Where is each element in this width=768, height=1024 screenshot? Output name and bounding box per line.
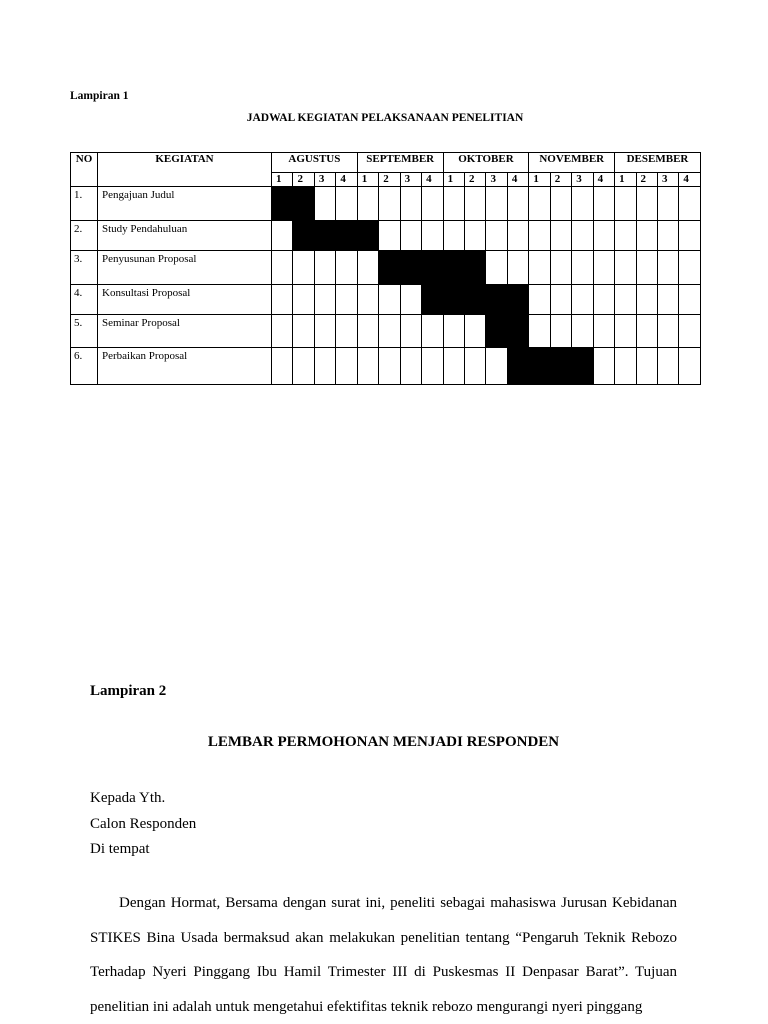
schedule-cell — [550, 315, 571, 348]
month-header: NOVEMBER — [529, 153, 615, 173]
week-header: 4 — [679, 173, 700, 187]
schedule-cell — [379, 221, 400, 251]
week-header: 4 — [422, 173, 443, 187]
schedule-cell — [272, 251, 293, 285]
week-header: 3 — [657, 173, 678, 187]
schedule-cell — [272, 348, 293, 385]
schedule-cell-filled — [443, 285, 464, 315]
schedule-cell — [357, 187, 378, 221]
row-number: 2. — [71, 221, 98, 251]
schedule-cell — [379, 285, 400, 315]
address-block — [90, 786, 196, 863]
week-header: 1 — [443, 173, 464, 187]
activity-name: Penyusunan Proposal — [98, 251, 272, 285]
schedule-cell — [657, 251, 678, 285]
schedule-cell — [465, 348, 486, 385]
schedule-table — [70, 152, 701, 385]
schedule-cell-filled — [422, 251, 443, 285]
schedule-cell — [593, 187, 614, 221]
month-header: DESEMBER — [615, 153, 701, 173]
month-header: AGUSTUS — [272, 153, 358, 173]
schedule-cell — [615, 315, 636, 348]
schedule-cell — [636, 221, 657, 251]
schedule-cell — [636, 285, 657, 315]
schedule-cell — [443, 187, 464, 221]
schedule-cell — [572, 285, 593, 315]
schedule-cell — [529, 251, 550, 285]
schedule-cell — [593, 348, 614, 385]
schedule-cell — [572, 251, 593, 285]
schedule-cell — [357, 285, 378, 315]
week-header: 3 — [486, 173, 507, 187]
activity-name: Study Pendahuluan — [98, 221, 272, 251]
table-row — [71, 251, 701, 285]
address-line: Kepada Yth. — [90, 790, 166, 806]
schedule-cell — [550, 187, 571, 221]
appendix-2-label: Lampiran 2 — [90, 683, 167, 699]
schedule-cell — [572, 187, 593, 221]
schedule-cell — [529, 187, 550, 221]
schedule-cell-filled — [572, 348, 593, 385]
table-row — [71, 221, 701, 251]
row-number: 3. — [71, 251, 98, 285]
schedule-cell — [507, 251, 528, 285]
schedule-cell — [357, 348, 378, 385]
schedule-cell — [443, 348, 464, 385]
schedule-cell-filled — [272, 187, 293, 221]
schedule-cell — [465, 187, 486, 221]
schedule-cell — [593, 221, 614, 251]
schedule-cell — [336, 315, 357, 348]
schedule-cell — [379, 187, 400, 221]
schedule-cell — [486, 221, 507, 251]
schedule-cell — [465, 315, 486, 348]
schedule-title: JADWAL KEGIATAN PELAKSANAAN PENELITIAN — [246, 112, 524, 124]
schedule-cell-filled — [465, 285, 486, 315]
schedule-cell — [593, 315, 614, 348]
schedule-cell — [657, 187, 678, 221]
schedule-cell — [486, 348, 507, 385]
schedule-cell-filled — [507, 285, 528, 315]
schedule-cell — [529, 315, 550, 348]
schedule-cell — [379, 315, 400, 348]
schedule-cell — [314, 315, 335, 348]
row-number: 1. — [71, 187, 98, 221]
schedule-cell — [572, 315, 593, 348]
schedule-cell — [615, 251, 636, 285]
schedule-cell-filled — [422, 285, 443, 315]
schedule-cell-filled — [379, 251, 400, 285]
address-line: Calon Responden — [90, 815, 197, 832]
schedule-cell — [314, 187, 335, 221]
schedule-cell — [593, 251, 614, 285]
schedule-cell-filled — [400, 251, 421, 285]
schedule-cell — [636, 315, 657, 348]
schedule-cell — [529, 285, 550, 315]
schedule-cell — [507, 221, 528, 251]
schedule-cell — [314, 285, 335, 315]
schedule-cell — [507, 187, 528, 221]
schedule-cell — [657, 315, 678, 348]
schedule-cell — [657, 221, 678, 251]
week-header: 1 — [357, 173, 378, 187]
week-header: 4 — [336, 173, 357, 187]
schedule-cell — [679, 251, 700, 285]
schedule-cell — [357, 315, 378, 348]
schedule-cell-filled — [507, 348, 528, 385]
schedule-cell — [636, 251, 657, 285]
activity-name: Pengajuan Judul — [98, 187, 272, 221]
schedule-cell — [400, 315, 421, 348]
schedule-cell — [272, 221, 293, 251]
letter-body: Dengan Hormat, Bersama dengan surat ini, peneliti sebagai mahasiswa Jurusan Kebidanan STIKES Bina Usada bermaksud akan melakukan penelitian tentang “Pengaruh Teknik Rebozo Terhadap Nyeri Pinggang Ibu Hamil Trimester III di Puskesmas II Denpasar Barat”. Tujuan penelitian ini adalah untuk mengetahui efektifitas teknik rebozo mengurangi nyeri pinggang — [90, 895, 677, 1015]
schedule-cell — [679, 315, 700, 348]
appendix-1-label: Lampiran 1 — [70, 90, 129, 102]
schedule-cell — [293, 348, 314, 385]
week-header: 1 — [529, 173, 550, 187]
schedule-cell — [593, 285, 614, 315]
week-header: 3 — [572, 173, 593, 187]
schedule-cell — [657, 285, 678, 315]
schedule-cell — [615, 285, 636, 315]
schedule-cell — [400, 348, 421, 385]
schedule-cell — [443, 221, 464, 251]
week-header: 2 — [550, 173, 571, 187]
table-row — [71, 348, 701, 385]
schedule-cell — [615, 348, 636, 385]
schedule-cell — [679, 348, 700, 385]
week-header: 3 — [400, 173, 421, 187]
schedule-cell — [486, 187, 507, 221]
activity-name: Perbaikan Proposal — [98, 348, 272, 385]
table-row — [71, 285, 701, 315]
table-row — [71, 187, 701, 221]
schedule-cell — [272, 315, 293, 348]
address-line: Di tempat — [90, 841, 150, 857]
schedule-cell — [550, 251, 571, 285]
week-header: 2 — [379, 173, 400, 187]
schedule-cell-filled — [293, 187, 314, 221]
schedule-cell — [550, 221, 571, 251]
schedule-cell — [272, 285, 293, 315]
row-number: 4. — [71, 285, 98, 315]
row-number: 6. — [71, 348, 98, 385]
month-header-row — [71, 153, 701, 173]
schedule-cell — [400, 187, 421, 221]
schedule-cell — [336, 251, 357, 285]
schedule-cell-filled — [486, 285, 507, 315]
schedule-cell — [550, 285, 571, 315]
schedule-cell — [422, 315, 443, 348]
week-header: 1 — [615, 173, 636, 187]
schedule-cell — [615, 187, 636, 221]
schedule-cell — [572, 221, 593, 251]
schedule-cell — [679, 187, 700, 221]
schedule-cell-filled — [486, 315, 507, 348]
table-row — [71, 315, 701, 348]
schedule-cell-filled — [314, 221, 335, 251]
schedule-cell — [336, 348, 357, 385]
schedule-cell — [336, 285, 357, 315]
schedule-cell-filled — [357, 221, 378, 251]
week-header: 4 — [507, 173, 528, 187]
schedule-cell — [400, 221, 421, 251]
schedule-cell — [379, 348, 400, 385]
schedule-cell — [336, 187, 357, 221]
schedule-cell — [679, 285, 700, 315]
week-header: 1 — [272, 173, 293, 187]
letter-title: LEMBAR PERMOHONAN MENJADI RESPONDEN — [207, 734, 560, 750]
schedule-cell — [636, 187, 657, 221]
schedule-cell — [422, 221, 443, 251]
schedule-cell — [293, 251, 314, 285]
schedule-cell — [400, 285, 421, 315]
week-header: 2 — [636, 173, 657, 187]
month-header: OKTOBER — [443, 153, 529, 173]
schedule-cell — [314, 251, 335, 285]
schedule-cell-filled — [293, 221, 314, 251]
schedule-cell — [293, 315, 314, 348]
schedule-cell — [465, 221, 486, 251]
schedule-cell — [443, 315, 464, 348]
schedule-cell-filled — [465, 251, 486, 285]
col-no-header: NO — [71, 153, 98, 187]
col-activity-header: KEGIATAN — [98, 153, 272, 187]
week-header: 2 — [293, 173, 314, 187]
schedule-cell — [357, 251, 378, 285]
week-header: 2 — [465, 173, 486, 187]
activity-name: Konsultasi Proposal — [98, 285, 272, 315]
schedule-cell-filled — [443, 251, 464, 285]
schedule-cell — [422, 187, 443, 221]
activity-name: Seminar Proposal — [98, 315, 272, 348]
row-number: 5. — [71, 315, 98, 348]
schedule-cell-filled — [529, 348, 550, 385]
schedule-cell — [422, 348, 443, 385]
schedule-cell-filled — [336, 221, 357, 251]
schedule-cell — [486, 251, 507, 285]
schedule-cell — [657, 348, 678, 385]
schedule-cell — [293, 285, 314, 315]
month-header: SEPTEMBER — [357, 153, 443, 173]
schedule-cell — [615, 221, 636, 251]
schedule-cell — [314, 348, 335, 385]
week-header: 4 — [593, 173, 614, 187]
week-header: 3 — [314, 173, 335, 187]
schedule-cell — [636, 348, 657, 385]
schedule-cell-filled — [507, 315, 528, 348]
schedule-cell — [679, 221, 700, 251]
schedule-cell — [529, 221, 550, 251]
schedule-cell-filled — [550, 348, 571, 385]
